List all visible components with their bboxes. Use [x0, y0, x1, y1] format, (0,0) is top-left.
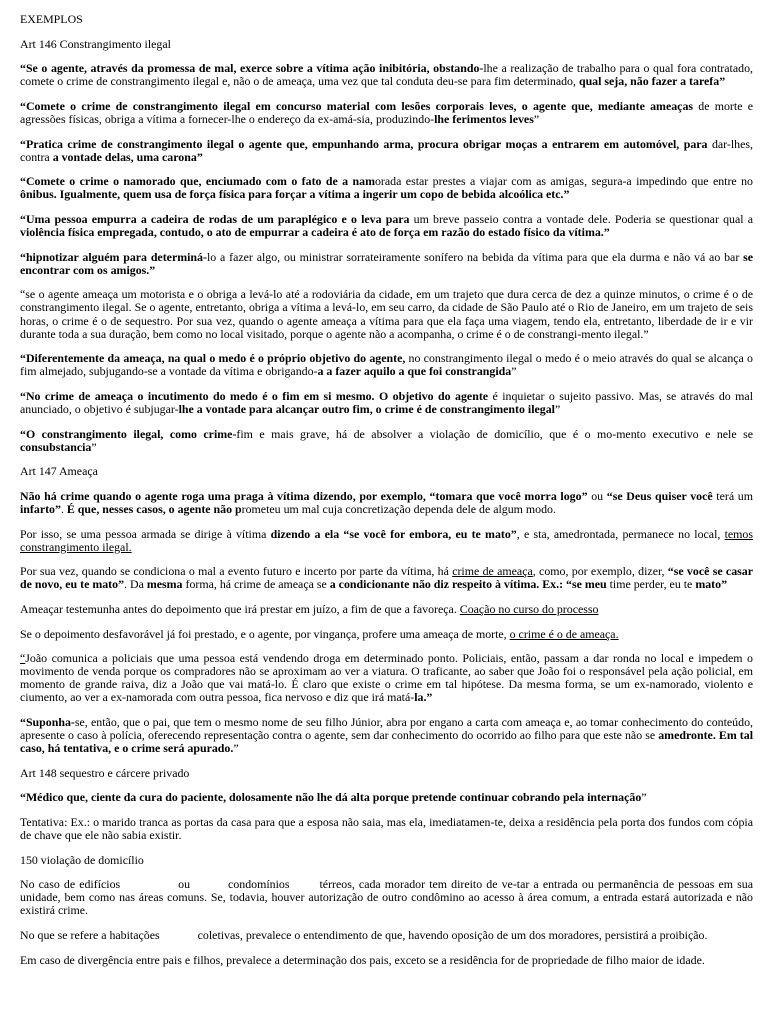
- text-run: No que se refere a habitações: [20, 928, 160, 942]
- bold-text: lhe ferimentos leves: [434, 111, 534, 126]
- bold-text: “No crime de ameaça o incutimento do medo é o fim em si mesmo. O objetivo do agente: [20, 388, 489, 403]
- text-run: time perder, eu te: [606, 577, 696, 592]
- text-run: Por isso, se uma pessoa armada se dirige à vítima: [20, 526, 271, 541]
- text-run: Por sua vez, quando se condiciona o mal a evento futuro e incerto por parte da vítima, há: [20, 564, 453, 579]
- bold-text: “se Deus quiser você: [606, 488, 713, 503]
- underlined-text: Coação no curso do processo: [459, 601, 599, 616]
- text-run: Tentativa: Ex.: o marido tranca as portas da casa para que a esposa não saia, mas ela, imediatamen-te, deixa a residência pela porta dos fundos com cópia de chave que ele não sabia existir.: [20, 814, 753, 843]
- bold-text: “hipnotizar alguém para determiná-: [20, 249, 207, 264]
- section-heading: [20, 465, 753, 478]
- text-run: é inquietar o sujeito passivo. Mas, se através do mal anunciado, o objetivo é subjugar-: [20, 388, 754, 416]
- paragraph: [20, 138, 753, 164]
- text-run: terá um: [712, 488, 753, 503]
- text-run: , e sta, amedrontada, permanece no local,: [516, 526, 725, 541]
- text-run: condomínios: [228, 877, 290, 892]
- text-run: ”: [233, 741, 239, 756]
- bold-text: Não há crime quando o agente roga uma praga à vítima dizendo, por exemplo, “tomara que você morra logo”: [20, 488, 588, 503]
- underlined-text: temos constrangimento ilegal.: [20, 526, 753, 554]
- bold-text: É que, nesses casos, o agente não p: [66, 501, 242, 516]
- text-run: Art 147 Ameaça: [20, 464, 98, 479]
- bold-text: violência física empregada, contudo, o ato de empurrar a cadeira é ato de força em razão do estado físico da vítima.”: [20, 225, 610, 240]
- text-run: João comunica a policiais que uma pessoa está vendendo droga em determinado ponto. Policiais, então, passam a dar ronda no local e impedem o movimento de venda porque os compradores não se aproximam ao ver a viatura. O traficante, ao saber que João foi o responsável pela ação policial, em momento de grande raiva, diz a João que vai matá-lo. É claro que existe o crime em tal hipótese. Da mesma forma, se um ex-namorado, violento e ciumento, ao ver a ex-namorada com outra pessoa, fica nervoso e diz que irá matá-: [20, 651, 753, 705]
- paragraph: [20, 791, 753, 804]
- section-heading: [20, 38, 753, 51]
- text-run: ”: [511, 364, 517, 379]
- text-run: coletivas, prevalece o entendimento de que, havendo oposição de um dos moradores, persistirá a proibição.: [197, 928, 708, 942]
- text-run: Ameaçar testemunha antes do depoimento que irá prestar em juízo, a fim de que a favoreça.: [20, 601, 460, 616]
- bold-text: “se você se casar de novo, eu te mato”: [20, 564, 753, 592]
- section-heading: [20, 767, 753, 780]
- section-heading: [20, 854, 753, 867]
- paragraph: [20, 628, 753, 641]
- paragraph: [20, 213, 753, 239]
- underlined-text: crime de ameaça: [452, 564, 533, 579]
- bold-text: se encontrar com os amigos.”: [20, 249, 754, 277]
- paragraph: [20, 251, 753, 277]
- text-run: 150 violação de domicílio: [20, 852, 144, 867]
- paragraph: [20, 652, 753, 704]
- bold-text: ônibus. Igualmente, quem usa de força física para forçar a vítima a ingerir um copo de bebida alcoólica etc.”: [20, 187, 570, 202]
- bold-text: a vontade delas, uma carona”: [52, 149, 203, 164]
- paragraph: [20, 954, 753, 967]
- paragraph: [20, 175, 753, 201]
- paragraph: [20, 62, 753, 88]
- bold-text: “Comete o crime de constrangimento ilegal em concurso material com lesões corporais leves, o agente que, mediante ameaças: [20, 98, 694, 113]
- bold-text: qual seja, não fazer a tarefa”: [578, 74, 726, 89]
- paragraph: [20, 929, 753, 942]
- underlined-text: “: [20, 651, 26, 666]
- paragraph: [20, 100, 753, 126]
- bold-text: dizendo a ela “se você for embora, eu te mato”: [270, 526, 517, 541]
- bold-text: “Diferentemente da ameaça, na qual o medo é o próprio objetivo do agente,: [20, 351, 406, 366]
- text-run: fim e mais grave, há de absolver a violação de domicílio, que é o mo-mento executivo e nele se: [236, 426, 753, 441]
- paragraph: [20, 716, 753, 755]
- bold-text: la.”: [414, 690, 433, 705]
- text-run: lo a fazer algo, ou ministrar sorrateiramente sonífero na bebida da vítima para que ela durma e não vá ao bar: [206, 249, 744, 264]
- text-run: orada estar prestes a viajar com as amigas, segura-a impedindo que entre no: [374, 174, 753, 189]
- bold-text: “Suponha-: [20, 714, 75, 729]
- bold-text: amedronte. Em tal caso, há tentativa, e o crime será apurado.: [20, 728, 754, 756]
- bold-text: a condicionante não diz respeito à vítima. Ex.: “se meu: [329, 577, 607, 592]
- bold-text: infarto”: [20, 501, 61, 516]
- text-run: no constrangimento ilegal o medo é o meio através do qual se alcança o fim almejado, subjugando-se a vontade da vítima e obrigando-: [20, 351, 753, 379]
- text-run: ”: [554, 401, 561, 416]
- text-run: Se o depoimento desfavorável já foi prestado, e o agente, por vingança, profere uma ameaça de morte,: [20, 626, 510, 641]
- text-run: ou: [178, 877, 191, 892]
- text-run: se, então, que o pai, que tem o mesmo nome de seu filho Júnior, abra por engano a carta com ameaça e, ao tomar conhecimento do conteúdo, apresente o caso à polícia, oferecendo representação contra o agente, sem dar conhecimento do ocorrido ao filho para que este não se: [20, 714, 753, 743]
- bold-text: “Se o agente, através da promessa de mal, exerce sobre a vítima ação inibitória, obstando-: [20, 61, 484, 76]
- text-run: dar-lhes, contra: [20, 136, 753, 164]
- paragraph: [20, 288, 753, 340]
- text-run: ”: [533, 111, 540, 126]
- text-run: ou: [587, 488, 607, 503]
- bold-text: “Médico que, ciente da cura do paciente, dolosamente não lhe dá alta porque pretende continuar cobrando pela internação: [20, 790, 642, 805]
- bold-text: mesma: [146, 577, 183, 592]
- text-run: Em caso de divergência entre pais e filhos, prevalece a determinação dos pais, exceto se a residência for de propriedade de filho maior de idade.: [20, 952, 705, 967]
- text-run: ”: [91, 439, 97, 454]
- paragraph: [20, 428, 753, 454]
- paragraph: [20, 816, 753, 842]
- text-run: EXEMPLOS: [20, 12, 83, 26]
- text-run: No caso de edifícios: [20, 877, 121, 892]
- text-run: rometeu um mal cuja concretização dependa dele de algum modo.: [241, 501, 556, 516]
- bold-text: “Uma pessoa empurra a cadeira de rodas de um paraplégico e o leva para: [20, 211, 410, 226]
- text-run: térreos, cada morador tem direito de ve-tar a entrada ou permanência de pessoas em sua unidade, bem como nas áreas comuns. Se, todavia, houver autorização de outro condômino ao acesso à área comum, a entrada estará autorizada e não existirá crime.: [20, 877, 753, 918]
- text-run: lhe a realização de trabalho para o qual fora contratado, comete o crime de constrangimento ilegal e, não o de ameaça, uma vez que tal conduta deu-se para fim determinado,: [20, 61, 753, 89]
- paragraph: [20, 528, 753, 554]
- text-run: ”: [641, 790, 647, 805]
- paragraph: [20, 490, 753, 516]
- text-run: .: [60, 501, 67, 516]
- underlined-text: o crime é o de ameaça.: [509, 626, 619, 641]
- text-run: um breve passeio contra a vontade dele. Poderia se questionar qual a: [409, 211, 754, 226]
- bold-text: consubstancia: [20, 439, 92, 454]
- paragraph: [20, 603, 753, 616]
- paragraph: [20, 390, 753, 416]
- text-run: forma, há crime de ameaça se: [182, 577, 330, 592]
- text-run: Art 148 sequestro e cárcere privado: [20, 765, 190, 780]
- text-run: . Da: [124, 577, 147, 592]
- bold-text: “O constrangimento ilegal, como crime-: [20, 426, 237, 441]
- document-page: [20, 13, 753, 978]
- bold-text: mato”: [695, 577, 728, 592]
- bold-text: “Comete o crime o namorado que, enciumado com o fato de a nam: [20, 174, 375, 189]
- text-run: , como, por exemplo, dizer,: [532, 564, 668, 579]
- text-run: Art 146 Constrangimento ilegal: [20, 36, 171, 51]
- bold-text: lhe a vontade para alcançar outro fim, o crime é de constrangimento ilegal: [178, 401, 555, 416]
- paragraph: [20, 878, 753, 917]
- bold-text: “Pratica crime de constrangimento ilegal o agente que, empunhando arma, procura obrigar moças a entrarem em automóvel, para: [20, 136, 708, 151]
- paragraph: [20, 565, 753, 591]
- paragraph: [20, 352, 753, 378]
- text-run: “se o agente ameaça um motorista e o obriga a levá-lo até a rodoviária da cidade, em um trajeto que dura cerca de dez a quinze minutos, o crime é o de constrangimento ilegal. Se o agente, entretanto, obriga a vítima a levá-lo, em seu carro, da cidade de São Paulo até o Rio de Janeiro, em um trajeto de seis horas, o crime é o de sequestro. Por sua vez, quando o agente ameaça a vítima para que ela faça uma viagem, tendo ela, entretanto, liberdade de ir e vir durante toda a sua duração, bem como no local visitado, porque o agente não a acompanha, o crime é o de constrangi-mento ilegal.”: [20, 287, 753, 341]
- text-run: de morte e agressões físicas, obriga a vítima a fornecer-lhe o endereço da ex-amá-sia, produzindo-: [20, 98, 753, 126]
- section-heading: [20, 13, 753, 26]
- bold-text: a a fazer aquilo a que foi constrangida: [317, 364, 512, 379]
